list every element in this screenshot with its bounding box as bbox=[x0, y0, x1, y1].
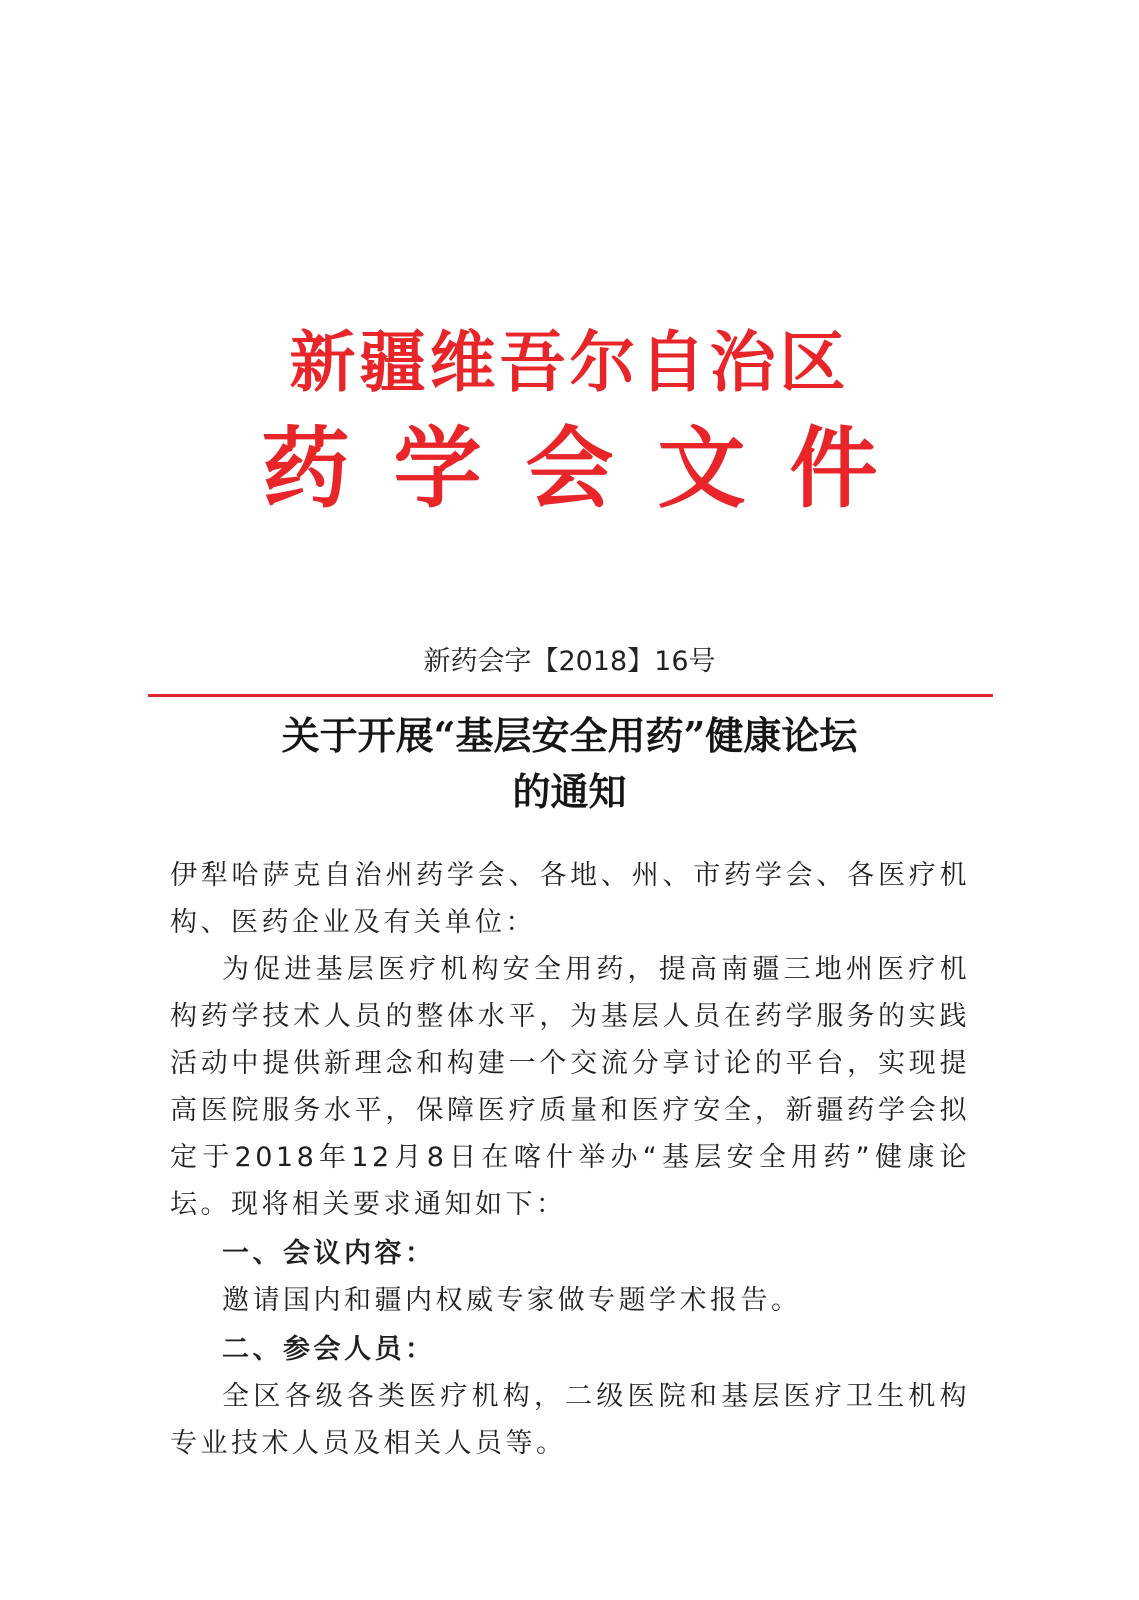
document-body bbox=[170, 852, 970, 1467]
header-divider bbox=[148, 694, 993, 697]
section1-heading: 一、会议内容： bbox=[222, 1238, 436, 1269]
issuing-organization-line1: 新疆维吾尔自治区 bbox=[289, 323, 850, 401]
section2-text: 全区各级各类医疗机构，二级医院和基层医疗卫生机构专业技术人员及相关人员等。 bbox=[170, 1381, 970, 1459]
salutation: 伊犁哈萨克自治州药学会、各地、州、市药学会、各医疗机构、医药企业及有关单位： bbox=[170, 860, 970, 938]
title-line2: 的通知 bbox=[512, 769, 627, 814]
section1-text: 邀请国内和疆内权威专家做专题学术报告。 bbox=[222, 1285, 802, 1316]
section2-heading: 二、参会人员： bbox=[222, 1334, 436, 1365]
issuing-organization-line2: 药学会文件 bbox=[261, 416, 922, 520]
title-line1: 关于开展“基层安全用药”健康论坛 bbox=[281, 713, 858, 758]
document-number: 新药会字【2018】16号 bbox=[423, 646, 716, 677]
intro-paragraph: 为促进基层医疗机构安全用药，提高南疆三地州医疗机构药学技术人员的整体水平，为基层人员在药学服务的实践活动中提供新理念和构建一个交流分享讨论的平台，实现提高医院服务水平，保障医疗质量和医疗安全，新疆药学会拟定于2018年12月8日在喀什举办“基层安全用药”健康论坛。现将相关要求通知如下： bbox=[170, 954, 970, 1220]
document-title bbox=[0, 708, 1139, 820]
